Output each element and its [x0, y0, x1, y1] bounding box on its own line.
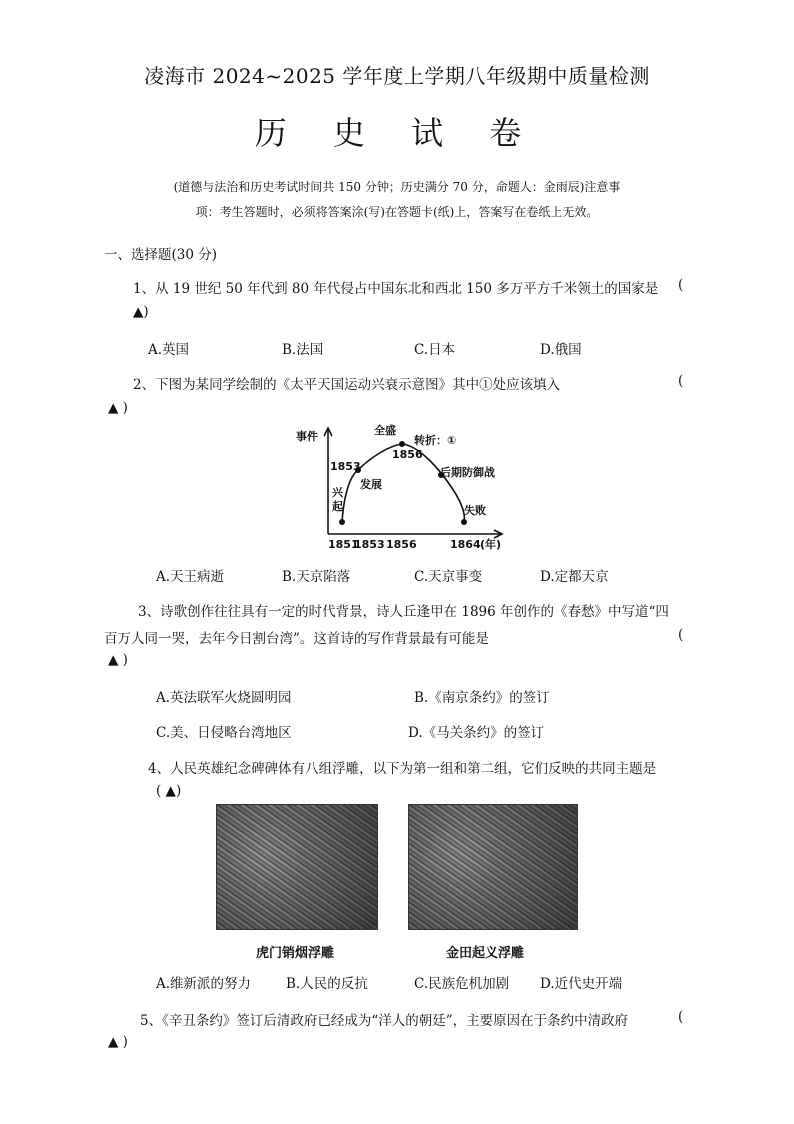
xtick-1864: 1864	[450, 538, 481, 551]
question-4-option-d[interactable]: D.近代史开端	[540, 976, 623, 992]
xtick-1853: 1853	[354, 538, 385, 551]
label-develop: 发展	[360, 478, 382, 491]
question-2-option-a[interactable]: A.天王病逝	[156, 569, 225, 585]
question-2-paren: (	[678, 373, 684, 389]
question-3-answer-mark: ▲ )	[108, 652, 128, 668]
chart-ylabel: 事件	[296, 430, 318, 443]
question-4-text: 4、人民英雄纪念碑碑体有八组浮雕，以下为第一组和第二组，它们反映的共同主题是	[148, 761, 657, 777]
question-3-text-line1: 3、诗歌创作往往具有一定的时代背景，诗人丘逢甲在 1896 年创作的《春愁》中写道“四	[138, 604, 669, 620]
question-3-text-line2: 百万人同一哭，去年今日割台湾”。这首诗的写作背景最有可能是	[104, 631, 489, 647]
exam-note-line2: 项：考生答题时，必须将答案涂(写)在答题卡(纸)上，答案写在卷纸上无效。	[195, 205, 599, 219]
question-1-paren: (	[678, 277, 684, 293]
question-5-paren: (	[678, 1009, 684, 1025]
question-2-option-d[interactable]: D.定都天京	[540, 569, 609, 585]
question-4-answer-mark: ( ▲)	[156, 783, 182, 799]
point-1864	[461, 519, 467, 525]
question-5-answer-mark: ▲ )	[108, 1034, 128, 1050]
question-3-option-c[interactable]: C.美、日侵略台湾地区	[156, 725, 292, 741]
chart-xlabel: (年)	[480, 538, 502, 551]
question-1-text: 1、从 19 世纪 50 年代到 80 年代侵占中国东北和西北 150 多万平方千米领土的国家是	[133, 281, 659, 297]
question-2-option-c[interactable]: C.天京事变	[414, 569, 483, 585]
label-defense: 后期防御战	[440, 466, 495, 479]
question-3-option-a[interactable]: A.英法联军火烧圆明园	[156, 690, 292, 706]
question-1-option-c[interactable]: C.日本	[414, 342, 456, 358]
label-rise-2: 起	[332, 500, 343, 513]
question-1-option-b[interactable]: B.法国	[282, 342, 324, 358]
jintian-relief-caption: 金田起义浮雕	[446, 946, 525, 961]
label-1856-year: 1856	[392, 448, 423, 461]
label-fail: 失败	[464, 504, 486, 517]
humen-relief-image	[216, 804, 378, 930]
section-title: 一、选择题(30 分)	[104, 247, 218, 263]
label-turning: 转折：①	[414, 434, 457, 447]
question-4-option-b[interactable]: B.人民的反抗	[286, 976, 368, 992]
question-2-text: 2、下图为某同学绘制的《太平天国运动兴衰示意图》其中①处应该填入	[133, 377, 561, 393]
subject-title: 历 史 试 卷	[254, 114, 540, 152]
question-5-text: 5、《辛丑条约》签订后清政府已经成为“洋人的朝廷”，主要原因在于条约中清政府	[140, 1013, 629, 1029]
question-3-option-d[interactable]: D.《马关条约》的签订	[408, 725, 545, 741]
exam-title: 凌海市 2024~2025 学年度上学期八年级期中质量检测	[144, 64, 650, 88]
point-1851	[339, 519, 345, 525]
question-2-answer-mark: ▲ )	[108, 400, 128, 416]
question-4-option-c[interactable]: C.民族危机加剧	[414, 976, 510, 992]
label-1853-year: 1853	[330, 460, 361, 473]
jintian-relief-image	[408, 804, 578, 930]
question-1-option-d[interactable]: D.俄国	[540, 342, 582, 358]
label-peak: 全盛	[374, 424, 396, 437]
question-4-option-a[interactable]: A.维新派的努力	[156, 976, 252, 992]
point-1856	[399, 441, 405, 447]
question-2-option-b[interactable]: B.天京陷落	[282, 569, 351, 585]
question-1-answer-mark: ▲)	[133, 304, 149, 320]
question-3-option-b[interactable]: B.《南京条约》的签订	[414, 690, 550, 706]
xtick-1856: 1856	[386, 538, 417, 551]
taiping-chart	[290, 414, 520, 554]
humen-relief-caption: 虎门销烟浮雕	[256, 946, 335, 961]
exam-note-line1: (道德与法治和历史考试时间共 150 分钟；历史满分 70 分，命题人：金雨辰)注意事	[173, 180, 621, 194]
question-3-paren: (	[678, 627, 684, 643]
label-rise-1: 兴	[332, 486, 343, 499]
xtick-1851: 1851	[328, 538, 359, 551]
question-1-option-a[interactable]: A.英国	[148, 342, 190, 358]
